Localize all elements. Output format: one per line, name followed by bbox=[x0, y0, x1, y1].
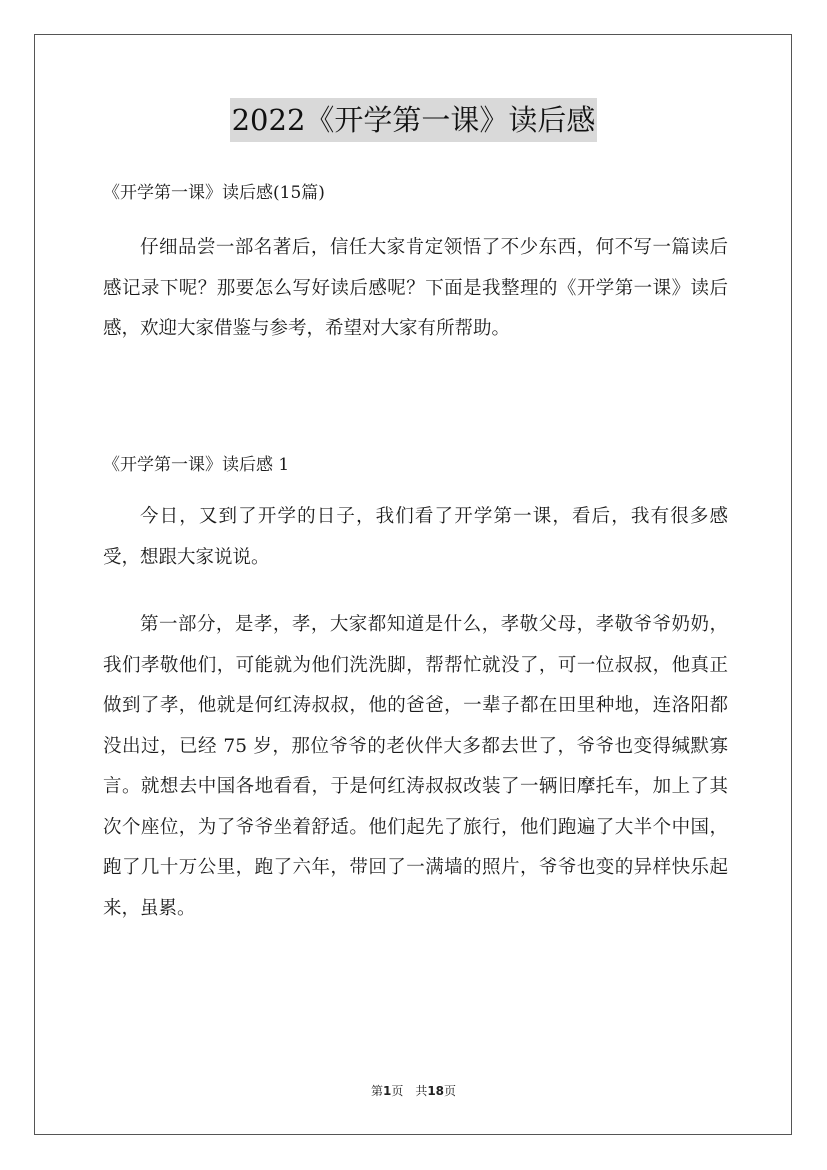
intro-paragraph: 仔细品尝一部名著后，信任大家肯定领悟了不少东西，何不写一篇读后感记录下呢？那要怎么写好读后感呢？下面是我整理的《开学第一课》读后感，欢迎大家借鉴与参考，希望对大家有所帮助。 bbox=[103, 237, 728, 339]
document-title: 2022《开学第一课》读后感 bbox=[230, 98, 598, 142]
footer-page-prefix: 第 bbox=[370, 1084, 383, 1098]
body-paragraph-1: 今日，又到了开学的日子，我们看了开学第一课，看后，我有很多感受，想跟大家说说。 bbox=[103, 506, 728, 568]
body-paragraph-2: 第一部分，是孝，孝，大家都知道是什么，孝敬父母，孝敬爷爷奶奶，我们孝敬他们，可能就为他们洗洗脚，帮帮忙就没了，可一位叔叔，他真正做到了孝，他就是何红涛叔叔，他的爸爸，一辈子都在田里种地，连洛阳都没出过，已经 75 岁，那位爷爷的老伙伴大多都去世了，爷爷也变得缄默寡言。就想去中国各地看看，于是何红涛叔叔改装了一辆旧摩托车，加上了其次个座位，为了爷爷坐着舒适。他们起先了旅行，他们跑遍了大半个中国，跑了几十万公里，跑了六年，带回了一满墙的照片，爷爷也变的异样快乐起来，虽累。 bbox=[103, 614, 728, 919]
footer-page-current: 1 bbox=[382, 1084, 392, 1098]
title-container bbox=[0, 98, 827, 142]
page-footer bbox=[0, 1082, 827, 1100]
footer-page-mid: 页 共 bbox=[391, 1084, 428, 1098]
section-heading: 《开学第一课》读后感 1 bbox=[103, 455, 290, 475]
footer-page-total: 18 bbox=[427, 1084, 445, 1098]
document-subtitle: 《开学第一课》读后感(15篇) bbox=[103, 183, 325, 203]
footer-page-suffix: 页 bbox=[444, 1084, 457, 1098]
